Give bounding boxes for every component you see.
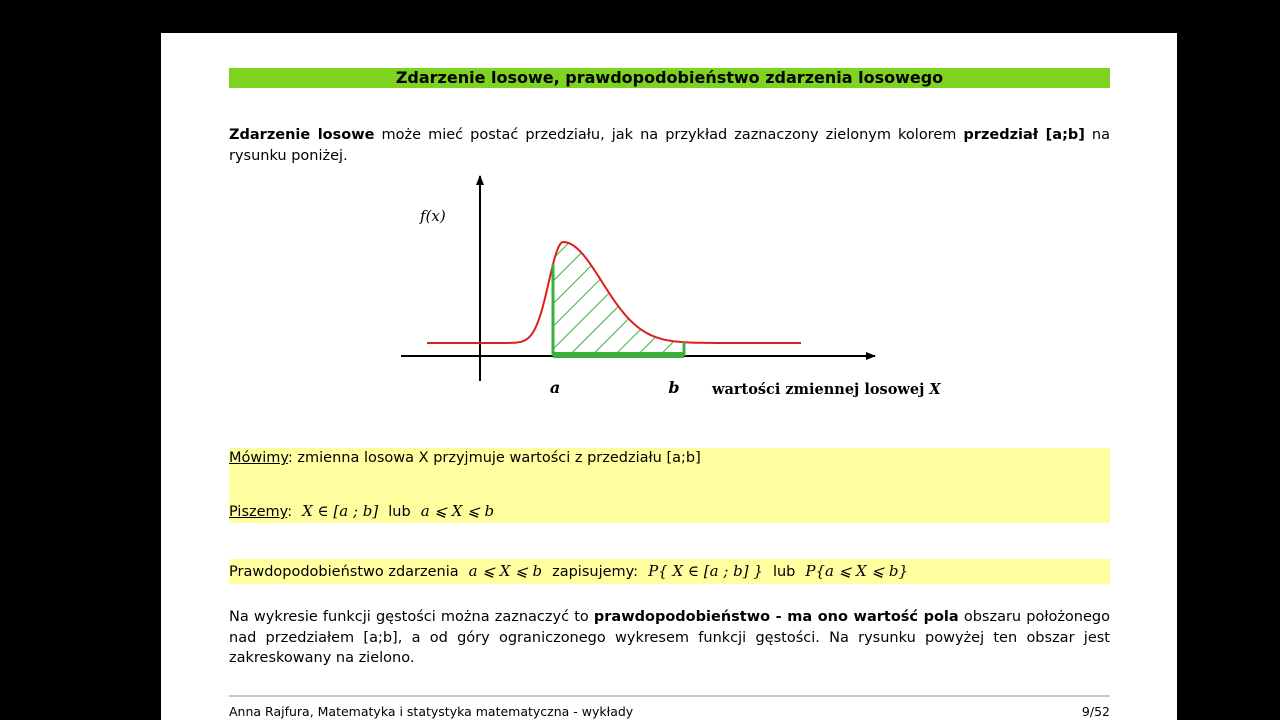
outro-paragraph — [229, 607, 1110, 669]
footer-author: Anna Rajfura, Matematyka i statystyka matematyczna - wykłady — [229, 704, 634, 719]
piszemy-line — [229, 501, 494, 522]
footer-divider — [229, 695, 1110, 697]
b-label: b — [668, 378, 680, 397]
a-label: a — [549, 378, 561, 397]
x-axis-label: wartości zmiennej losowej X — [712, 381, 941, 398]
intro-term: Zdarzenie losowe — [229, 127, 375, 143]
density-graph — [391, 171, 941, 403]
y-axis-label: f(x) — [420, 207, 446, 225]
intro-text-2: na rysunku poniżej. — [229, 127, 1110, 164]
notation-box — [229, 448, 1110, 523]
outro-text-1: Na wykresie funkcji gęstości można zaznaczyć to — [229, 609, 594, 625]
piszemy-lub: lub — [388, 504, 411, 520]
slide-title: Zdarzenie losowe, prawdopodobieństwo zdarzenia losowego — [229, 68, 1110, 88]
probability-formula-2: P{a ⩽ X ⩽ b} — [805, 562, 908, 580]
probability-text: Prawdopodobieństwo zdarzenia — [229, 564, 459, 580]
probability-lub: lub — [772, 564, 796, 580]
outro-bold: prawdopodobieństwo - ma ono wartość pola — [593, 609, 959, 625]
intro-paragraph — [229, 125, 1110, 166]
intro-interval: przedział [a;b] — [963, 127, 1085, 143]
piszemy-formula-1: X ∈ [a ; b] — [302, 502, 379, 520]
outro-text-2: obszaru położonego nad przedziałem [a;b], a od góry ograniczonego wykresem funkcji gęstości. Na rysunku powyżej ten obszar jest zakreskowany na zielono. — [229, 609, 1110, 666]
mowimy-line — [229, 448, 701, 468]
piszemy-label: Piszemy — [229, 504, 288, 520]
probability-notation-box — [229, 559, 1110, 584]
zapisujemy-text: zapisujemy: — [552, 564, 639, 580]
piszemy-colon: : — [287, 504, 293, 520]
probability-line — [229, 561, 908, 582]
probability-formula-1: P{ X ∈ [a ; b] } — [648, 562, 763, 580]
piszemy-formula-2: a ⩽ X ⩽ b — [420, 502, 495, 520]
mowimy-label: Mówimy — [229, 450, 288, 466]
probability-event-formula: a ⩽ X ⩽ b — [468, 562, 543, 580]
intro-text-1: może mieć postać przedziału, jak na przykład zaznaczony zielonym kolorem — [374, 127, 964, 143]
mowimy-text: : zmienna losowa X przyjmuje wartości z przedziału [a;b] — [287, 450, 701, 466]
slide-page — [161, 33, 1177, 720]
page-number: 9/52 — [1081, 704, 1110, 719]
